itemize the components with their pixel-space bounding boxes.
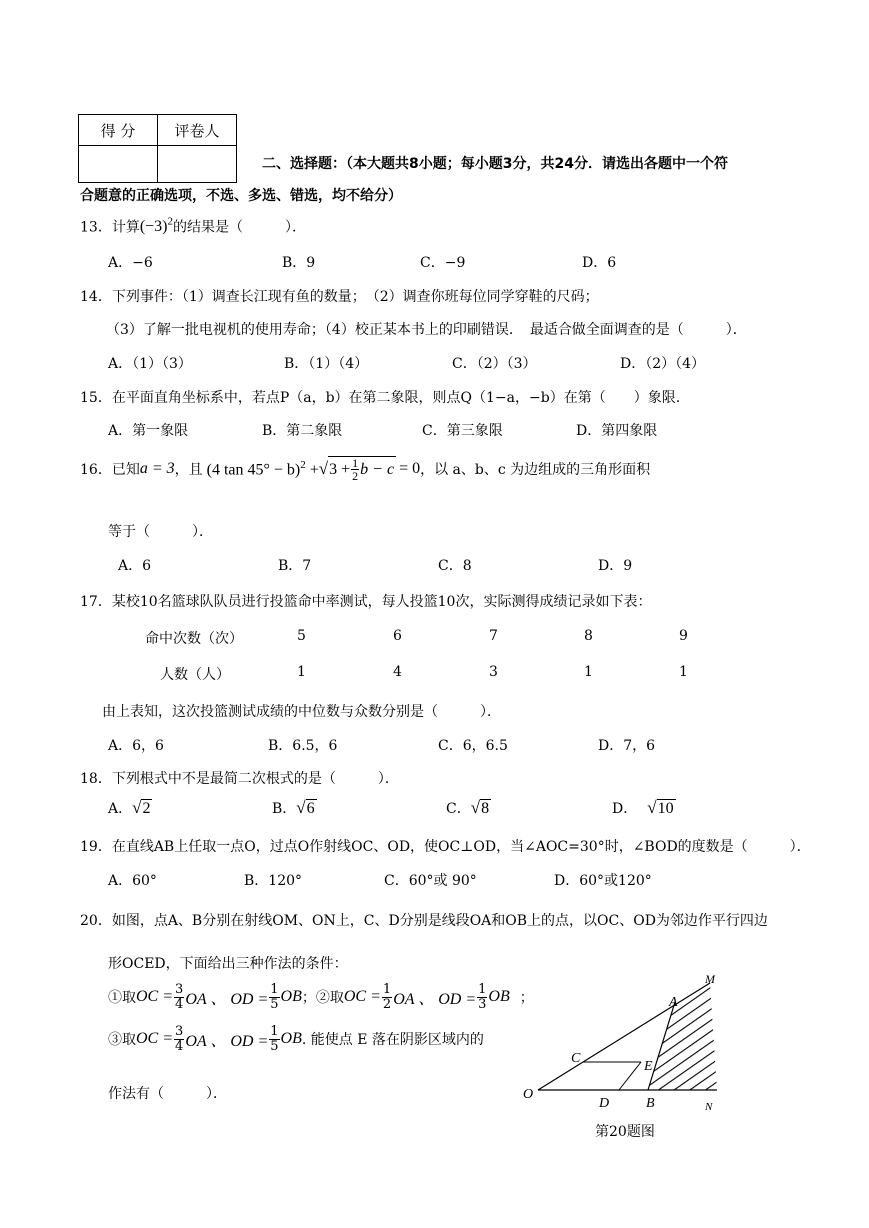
q16-option-a: A．6 bbox=[118, 558, 152, 574]
q14-line2: （3）了解一批电视机的使用寿命；（4）校正某本书上的印刷错误． 最适合做全面调查的是（ ）． bbox=[106, 322, 747, 338]
q16-option-b: B．7 bbox=[278, 558, 312, 574]
grader-label: 评卷人 bbox=[158, 115, 237, 146]
label-a: A bbox=[669, 995, 678, 1010]
q17-table-cell: 1 bbox=[679, 664, 688, 680]
q13-expr: $(-3)^2$ bbox=[139, 216, 174, 236]
q16-post: ，以 a、b、c 为边组成的三角形面积 bbox=[420, 462, 651, 478]
score-label: 得 分 bbox=[79, 115, 158, 146]
q16-condition: a = 3 bbox=[139, 460, 175, 477]
q14-option-d: D．（2）（4） bbox=[620, 356, 706, 372]
q17-line2: 由上表知，这次投篮测试成绩的中位数与众数分别是（ ）． bbox=[102, 704, 501, 720]
label-n: N bbox=[705, 1101, 713, 1113]
q18-stem: 18．下列根式中不是最简二次根式的是（ ）． bbox=[80, 771, 399, 787]
q16-option-d: D．9 bbox=[598, 558, 633, 574]
q13-option-d: D．6 bbox=[582, 255, 617, 271]
q17-table-cell: 8 bbox=[584, 628, 593, 644]
q16-option-c: C．8 bbox=[438, 558, 472, 574]
q20-conditions-1-2: ①取 OC = $\frac{3}{4}$ OA 、 OD = $\frac{1}{5}$ OB ；②取 OC = $\frac{1}{2}$ OA 、 OD = $\frac{1}{3}$ OB ； bbox=[108, 981, 534, 1012]
score-table bbox=[78, 114, 237, 183]
q20-figure-caption: 第20题图 bbox=[595, 1124, 655, 1140]
q16-line2: 等于（ ）． bbox=[108, 524, 213, 540]
score-cell bbox=[79, 146, 158, 183]
section-heading-line2: 合题意的正确选项，不选、多选、错选，均不给分） bbox=[80, 188, 402, 204]
q14-option-c: C．（2）（3） bbox=[452, 356, 537, 372]
label-e: E bbox=[644, 1059, 653, 1074]
grader-cell bbox=[158, 146, 237, 183]
q18-option-d: D． √ 10 bbox=[612, 798, 674, 817]
q19-option-b: B．120° bbox=[244, 873, 303, 889]
q16-equals: = 0 bbox=[399, 460, 421, 477]
q17-option-a: A．6，6 bbox=[108, 738, 164, 754]
label-m: M bbox=[705, 972, 715, 986]
q14-option-b: B．（1）（4） bbox=[284, 356, 369, 372]
q17-stem: 17．某校10名篮球队队员进行投篮命中率测试，每人投篮10次，实际测得成绩记录如下表： bbox=[80, 594, 652, 610]
q17-option-b: B．6.5，6 bbox=[268, 738, 338, 754]
q15-stem: 15．在平面直角坐标系中，若点P（a，b）在第二象限，则点Q（1−a，−b）在第（ ）象限. bbox=[80, 390, 681, 406]
q19-option-d: D．60°或120° bbox=[554, 873, 652, 889]
shaded-region bbox=[648, 983, 717, 1090]
label-o: O bbox=[523, 1087, 534, 1102]
q13-post: 的结果是（ ）． bbox=[173, 219, 307, 236]
q15-option-c: C．第三象限 bbox=[422, 423, 503, 439]
q15-option-b: B．第二象限 bbox=[262, 423, 343, 439]
q19-stem: 19．在直线AB上任取一点O，过点O作射线OC、OD，使OC⊥OD，当∠AOC=30°时，∠BOD的度数是（ ）． bbox=[80, 839, 811, 855]
q17-table-cell: 3 bbox=[489, 664, 498, 680]
q17-table-cell: 9 bbox=[679, 628, 688, 644]
q20-figure bbox=[515, 970, 735, 1120]
q13-option-a: A．−6 bbox=[108, 255, 153, 271]
q17-option-c: C．6，6.5 bbox=[438, 738, 508, 754]
q20-line2: 形OCED，下面给出三种作法的条件： bbox=[108, 956, 348, 972]
q14-option-a: A．（1）（3） bbox=[108, 356, 192, 372]
label-c: C bbox=[571, 1051, 581, 1066]
q16-stem bbox=[80, 456, 650, 482]
q17-option-d: D．7，6 bbox=[598, 738, 656, 754]
q17-table-row1-label: 命中次数（次） bbox=[145, 631, 243, 647]
q15-option-d: D．第四象限 bbox=[576, 423, 658, 439]
label-d: D bbox=[599, 1096, 610, 1111]
q16-mid: ，且 bbox=[174, 462, 203, 478]
q20-condition-3: ③取 OC = $\frac{3}{4}$ OA 、 OD = $\frac{1}{5}$ OB . 能使点 E 落在阴影区域内的 bbox=[108, 1023, 484, 1054]
q16-sqrt: √ 3 + $\frac{1}{2}$ b − c bbox=[318, 456, 395, 483]
q13-option-c: C．−9 bbox=[420, 255, 466, 271]
q18-option-b: B． √ 6 bbox=[272, 798, 315, 817]
q19-option-c: C．60°或 90° bbox=[384, 873, 477, 889]
segment-ed bbox=[619, 1062, 641, 1090]
q14-line1: 14．下列事件：（1）调查长江现有鱼的数量； （2）调查你班每位同学穿鞋的尺码； bbox=[80, 289, 599, 305]
q13-option-b: B．9 bbox=[282, 255, 316, 271]
q20-line1: 20．如图，点A、B分别在射线OM、ON上，C、D分别是线段OA和OB上的点，以OC、OD为邻边作平行四边 bbox=[80, 913, 768, 929]
q17-table-cell: 7 bbox=[489, 628, 498, 644]
q17-table-cell: 4 bbox=[393, 664, 402, 680]
q17-table-cell: 1 bbox=[584, 664, 593, 680]
q20-line-end: 作法有（ ）． bbox=[108, 1086, 227, 1102]
q17-table-cell: 5 bbox=[297, 628, 306, 644]
q18-option-a: A． √ 2 bbox=[108, 798, 151, 817]
label-b: B bbox=[646, 1096, 655, 1111]
q17-table-row2-label: 人数（人） bbox=[160, 667, 230, 683]
q17-table-cell: 6 bbox=[393, 628, 402, 644]
q16-pre: 16．已知 bbox=[80, 462, 140, 478]
q17-table-cell: 1 bbox=[297, 664, 306, 680]
section-heading-line1: 二、选择题：（本大题共8小题；每小题3分，共24分．请选出各题中一个符 bbox=[262, 156, 728, 172]
q15-option-a: A．第一象限 bbox=[108, 423, 189, 439]
q13-stem bbox=[80, 216, 306, 236]
q19-option-a: A．60° bbox=[108, 873, 157, 889]
q16-expr: (4 tan 45° − b)$^2$ + bbox=[206, 458, 319, 479]
q18-option-c: C． √ 8 bbox=[446, 798, 490, 817]
q13-pre: 13．计算 bbox=[80, 219, 140, 236]
